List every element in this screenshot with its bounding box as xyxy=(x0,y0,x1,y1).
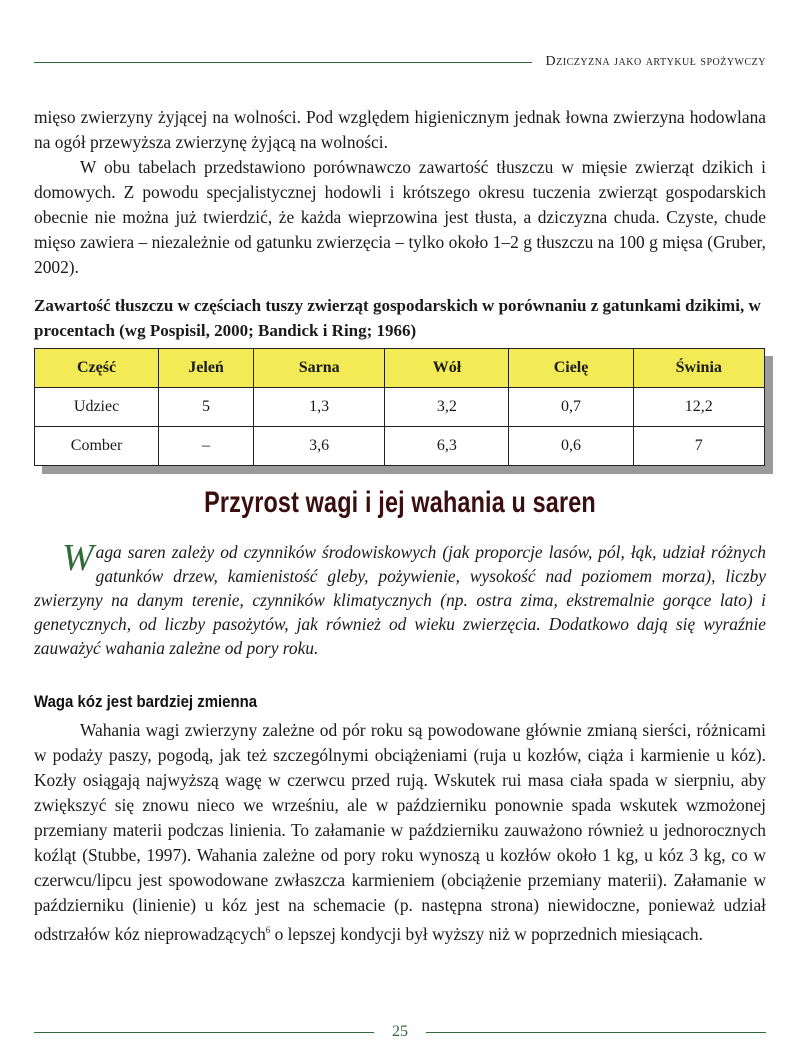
table-cell: 12,2 xyxy=(633,388,764,427)
running-header xyxy=(34,52,766,72)
paragraph-text-end: o lepszej kondycji był wyższy niż w poprzednich miesiącach. xyxy=(270,923,703,944)
header-cell: Świnia xyxy=(633,349,764,388)
lead-paragraph xyxy=(34,537,766,660)
table-cell: 3,2 xyxy=(385,388,509,427)
table-cell: 3,6 xyxy=(253,427,384,466)
section-title: Przyrost wagi i jej wahania u saren xyxy=(204,486,596,519)
table-cell: 1,3 xyxy=(253,388,384,427)
footer-rule-right xyxy=(426,1032,766,1033)
subsection-title: Waga kóz jest bardziej zmienna xyxy=(34,692,258,711)
footnote-marker: 6 xyxy=(265,925,271,935)
table-cell: 0,7 xyxy=(509,388,633,427)
header-cell: Jeleń xyxy=(159,349,254,388)
table-cell: – xyxy=(159,427,254,466)
table-caption: Zawartość tłuszczu w częściach tuszy zwierząt gospodarskich w porównaniu z gatunkami dzikimi, w procentach (wg Pospisil, 2000; Bandick i Ring; 1966) xyxy=(34,296,761,340)
page-number: 25 xyxy=(392,1023,408,1040)
fat-content-table xyxy=(34,348,765,466)
footer-rule-left xyxy=(34,1032,374,1033)
table-row xyxy=(35,427,765,466)
header-cell: Część xyxy=(35,349,159,388)
paragraph-intro: mięso zwierzyny żyjącej na wolności. Pod względem higienicznym jednak łowna zwierzyna hodowlana na ogół przewyższa zwierzynę żyjącą na wolności. xyxy=(34,107,766,152)
paragraph-text: Wahania wagi zwierzyny zależne od pór roku są powodowane głównie zmianą sierści, różnicami w podaży paszy, pogodą, jak też szczególnymi obciążeniami (ruja u kozłów, ciąża i karmienie u kóz). Kozły osiągają najwyższą wagę w czerwcu przed rują. Wskutek rui masa ciała spada w sierpniu, aby zwiększyć się znowu nieco we wrześniu, ale w październiku ponownie spada wskutek wzmożonej przemiany materii podczas linienia. To załamanie w październiku zauważono również u jednorocznych koźląt (Stubbe, 1997). Wahania zależne od pory roku wynoszą u kozłów około 1 kg, u kóz 3 kg, co w czerwcu/lipcu jest spowodowane zwłaszcza karmieniem (obciążenie przemiany materii). Załamanie w październiku (linienie) u kóz jest na schemacie (p. następna strona) niewidoczne, ponieważ udział odstrzałów kóz nieprowadzących xyxy=(34,720,766,944)
table-cell: 0,6 xyxy=(509,427,633,466)
drop-cap: W xyxy=(62,537,94,579)
header-rule xyxy=(34,62,532,63)
table-cell: 6,3 xyxy=(385,427,509,466)
table-cell: Comber xyxy=(35,427,159,466)
table-cell: Udziec xyxy=(35,388,159,427)
header-cell: Wół xyxy=(385,349,509,388)
table-header-row xyxy=(35,349,765,388)
table-row xyxy=(35,388,765,427)
paragraph-goat-weight xyxy=(34,718,766,947)
table-cell: 7 xyxy=(633,427,764,466)
table-cell: 5 xyxy=(159,388,254,427)
lead-text: aga saren zależy od czynników środowiskowych (jak proporcje lasów, pól, łąk, udział różnych gatunków drzew, kamienistość gleby, pożywienie, wysokość nad poziomem morza), liczby zwierzyny na danym terenie, czynników klimatycznych (np. ostra zima, ekstremalnie gorące lato) i genetycznych, od liczby pasożytów, jak również od wieku zwierzęcia. Dodatkowo dają się wyraźnie zauważyć wahania zależne od pory roku. xyxy=(34,542,766,658)
header-cell: Cielę xyxy=(509,349,633,388)
running-title: Dziczyzna jako artykuł spożywczy xyxy=(545,54,766,69)
page-footer xyxy=(34,1022,766,1042)
paragraph-tables-description: W obu tabelach przedstawiono porównawczo zawartość tłuszczu w mięsie zwierząt dzikich i domowych. Z powodu specjalistycznej hodowli i krótszego okresu tuczenia zwierząt gospodarskich obecnie nie można już twierdzić, że każda wieprzowina jest tłusta, a dziczyzna chuda. Czyste, chude mięso zawiera – niezależnie od gatunku zwierzęcia – tylko około 1–2 g tłuszczu na 100 g mięsa (Gruber, 2002). xyxy=(34,157,766,277)
header-cell: Sarna xyxy=(253,349,384,388)
